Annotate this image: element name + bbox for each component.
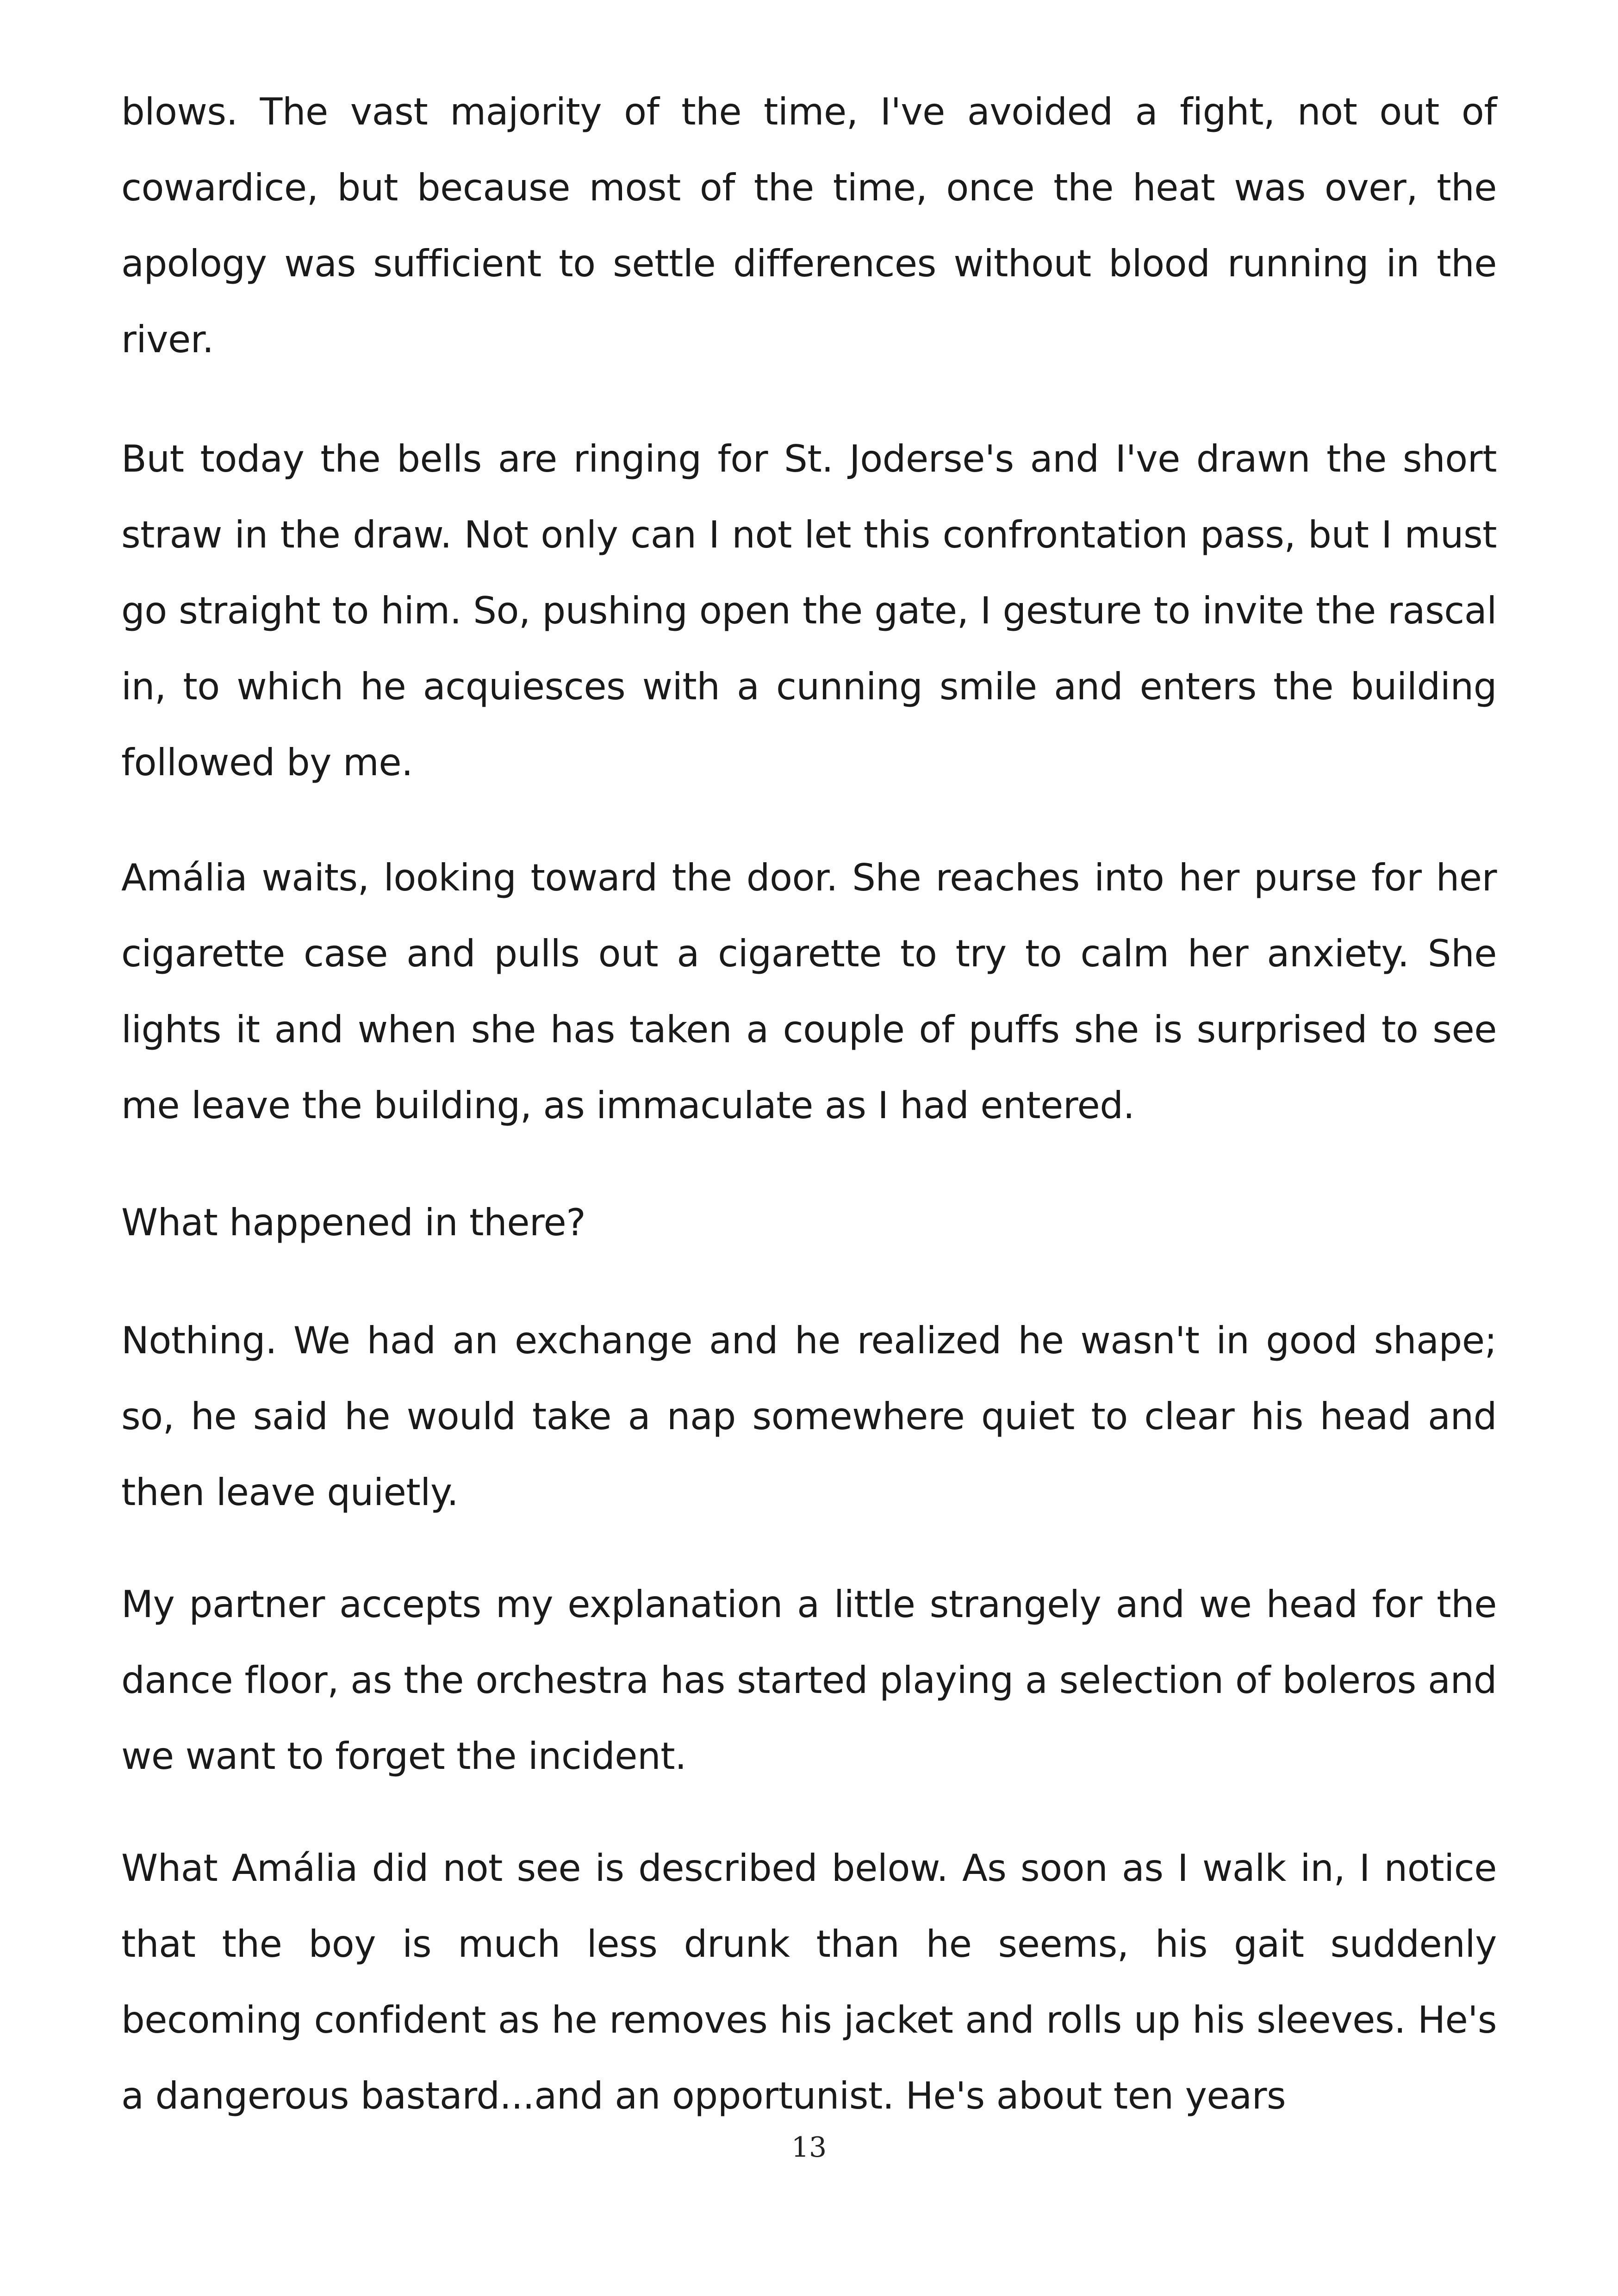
- paragraph-2: But today the bells are ringing for St. Joderse's and I've drawn the short straw in the draw. Not only can I not let this confrontation pass, but I must go straight to him. So, pushing open the gate, I gesture to invite the rascal in, to which he acquiesces with a cunning smile and enters the building followed by me.: [121, 437, 1497, 784]
- paragraph-5: Nothing. We had an exchange and he realized he wasn't in good shape; so, he said he would take a nap somewhere quiet to clear his head and then leave quietly.: [121, 1319, 1497, 1514]
- paragraph-7: What Amália did not see is described below. As soon as I walk in, I notice that the boy is much less drunk than he seems, his gait suddenly becoming confident as he removes his jacket and rolls up his sleeves. He's a dangerous bastard...and an opportunist. He's about ten years: [121, 1847, 1497, 2117]
- paragraph-3: Amália waits, looking toward the door. She reaches into her purse for her cigarette case and pulls out a cigarette to try to calm her anxiety. She lights it and when she has taken a couple of puffs she is surprised to see me leave the building, as immaculate as I had entered.: [121, 856, 1497, 1127]
- page-number: 13: [791, 2131, 827, 2164]
- paragraph-6: My partner accepts my explanation a little strangely and we head for the dance floor, as the orchestra has started playing a selection of boleros and we want to forget the incident.: [121, 1583, 1497, 1778]
- paragraph-1: blows. The vast majority of the time, I've avoided a fight, not out of cowardice, but because most of the time, once the heat was over, the apology was sufficient to settle differences without blood running in the river.: [121, 90, 1497, 361]
- paragraph-4: What happened in there?: [121, 1201, 586, 1244]
